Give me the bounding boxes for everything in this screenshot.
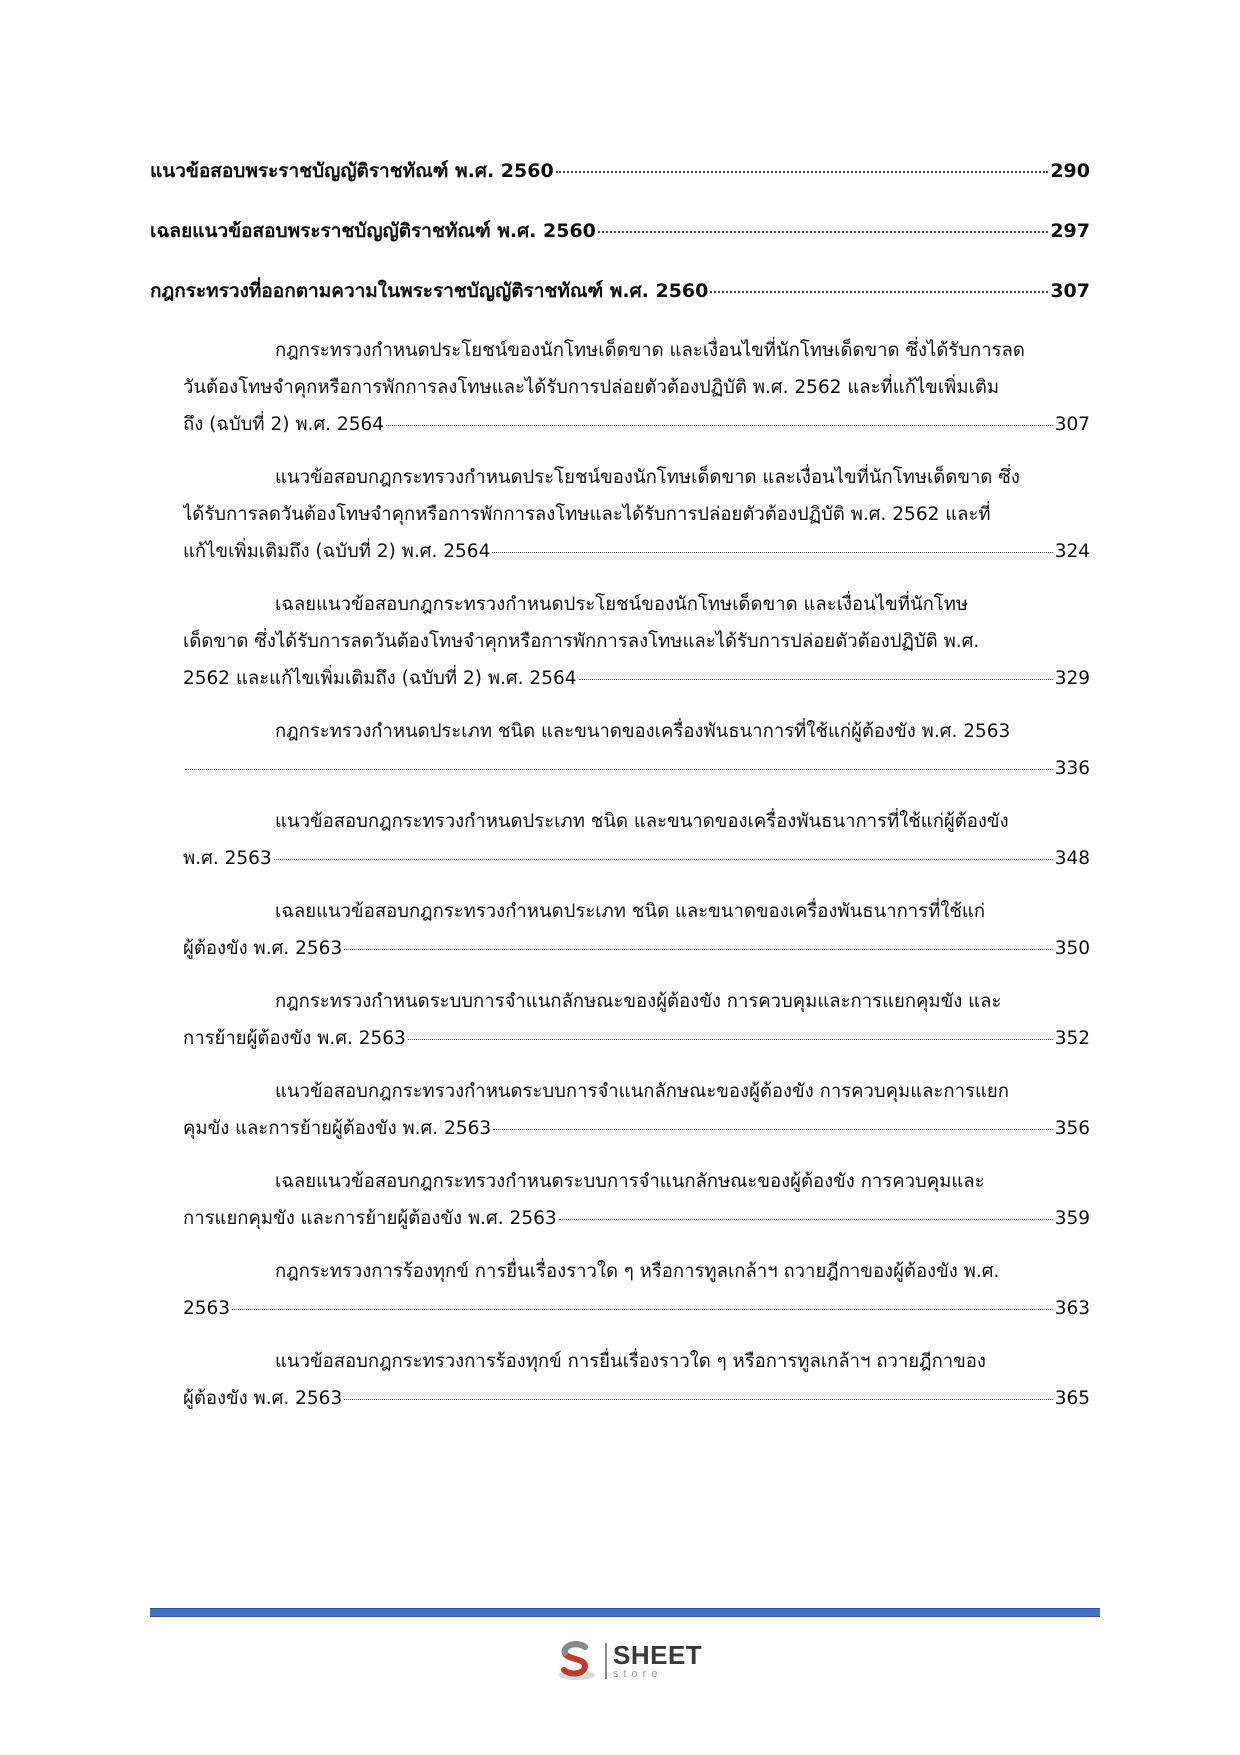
dot-leader (344, 1399, 1052, 1400)
toc-entry-text: แนวข้อสอบกฎกระทรวงกำหนดประโยชน์ของนักโทษเด็ดขาด และเงื่อนไขที่นักโทษเด็ดขาด ซึ่ง (275, 467, 1020, 488)
toc-entry[interactable] (150, 983, 1090, 1057)
toc-entry[interactable] (150, 803, 1090, 877)
toc-page-number: 350 (1054, 938, 1090, 959)
toc-entry-text: กฎกระทรวงกำหนดประเภท ชนิด และขนาดของเครื่องพันธนาการที่ใช้แก่ผู้ต้องขัง พ.ศ. 2563 (275, 721, 1011, 742)
toc-entry-text: คุมขัง และการย้ายผู้ต้องขัง พ.ศ. 2563 (183, 1118, 492, 1139)
toc-entry-text: การแยกคุมขัง และการย้ายผู้ต้องขัง พ.ศ. 2563 (183, 1208, 557, 1229)
toc-entry[interactable] (150, 212, 1090, 250)
toc-entry-text: เฉลยแนวข้อสอบกฎกระทรวงกำหนดระบบการจำแนกลักษณะของผู้ต้องขัง การควบคุมและ (275, 1171, 985, 1192)
toc-entry-text: กฎกระทรวงกำหนดระบบการจำแนกลักษณะของผู้ต้องขัง การควบคุมและการแยกคุมขัง และ (275, 991, 1002, 1012)
toc-entry[interactable] (150, 893, 1090, 967)
logo-wordmark: SHEET (613, 1640, 703, 1670)
toc-page-number: 363 (1054, 1298, 1090, 1319)
toc-page-number: 352 (1054, 1028, 1090, 1049)
toc-entry-text: วันต้องโทษจำคุกหรือการพักการลงโทษและได้รับการปล่อยตัวต้องปฏิบัติ พ.ศ. 2562 และที่แก้ไขเพิ่มเติม (183, 377, 1000, 398)
toc-entry-text: พ.ศ. 2563 (183, 848, 272, 869)
toc-page-number: 307 (1050, 280, 1090, 302)
toc-entry-text: 2563 (183, 1298, 231, 1319)
toc-entry-text: ผู้ต้องขัง พ.ศ. 2563 (183, 1388, 343, 1409)
dot-leader (710, 291, 1048, 293)
dot-leader (492, 552, 1052, 553)
toc-entry[interactable] (150, 1253, 1090, 1327)
dot-leader (232, 1309, 1053, 1310)
toc-entry-text: เด็ดขาด ซึ่งได้รับการลดวันต้องโทษจำคุกหรือการพักการลงโทษและได้รับการปล่อยตัวต้องปฏิบัติ พ.ศ. (183, 631, 980, 652)
toc-entry[interactable] (150, 713, 1090, 787)
dot-leader (386, 425, 1053, 426)
dot-leader (344, 949, 1052, 950)
toc-entry-text: ถึง (ฉบับที่ 2) พ.ศ. 2564 (183, 414, 385, 435)
dot-leader (579, 679, 1053, 680)
footer-divider (150, 1608, 1100, 1617)
toc-entry-text: แนวข้อสอบกฎกระทรวงกำหนดระบบการจำแนกลักษณะของผู้ต้องขัง การควบคุมและการแยก (275, 1081, 1009, 1102)
logo-separator (605, 1643, 607, 1679)
toc-entry-text: แนวข้อสอบพระราชบัญญัติราชทัณฑ์ พ.ศ. 2560 (150, 160, 554, 182)
toc-entry-text: 2562 และแก้ไขเพิ่มเติมถึง (ฉบับที่ 2) พ.ศ. 2564 (183, 668, 577, 689)
dot-leader (274, 859, 1053, 860)
toc-page-number: 356 (1054, 1118, 1090, 1139)
toc-page-number: 329 (1054, 668, 1090, 689)
toc-page-number: 324 (1054, 541, 1090, 562)
toc-entry-text: ผู้ต้องขัง พ.ศ. 2563 (183, 938, 343, 959)
toc-entry-text: การย้ายผู้ต้องขัง พ.ศ. 2563 (183, 1028, 406, 1049)
toc-entry-text: เฉลยแนวข้อสอบพระราชบัญญัติราชทัณฑ์ พ.ศ. 2560 (150, 220, 596, 242)
toc-page-number: 365 (1054, 1388, 1090, 1409)
toc-entry[interactable] (150, 1343, 1090, 1417)
toc-entry-text: แนวข้อสอบกฎกระทรวงการร้องทุกข์ การยื่นเรื่องราวใด ๆ หรือการทูลเกล้าฯ ถวายฎีกาของ (275, 1351, 986, 1372)
toc-entry-text: กฎกระทรวงการร้องทุกข์ การยื่นเรื่องราวใด ๆ หรือการทูลเกล้าฯ ถวายฎีกาของผู้ต้องขัง พ.ศ. (275, 1261, 1000, 1282)
toc-entry-text: ได้รับการลดวันต้องโทษจำคุกหรือการพักการลงโทษและได้รับการปล่อยตัวต้องปฏิบัติ พ.ศ. 2562 และที่ (183, 504, 991, 525)
toc-page-number: 307 (1054, 414, 1090, 435)
dot-leader (493, 1129, 1053, 1130)
toc-entry[interactable] (150, 332, 1090, 443)
logo-subtitle: store (613, 1668, 663, 1680)
toc-page-number: 359 (1054, 1208, 1090, 1229)
toc-entry-text: เฉลยแนวข้อสอบกฎกระทรวงกำหนดประเภท ชนิด และขนาดของเครื่องพันธนาการที่ใช้แก่ (275, 901, 986, 922)
toc-entry[interactable] (150, 152, 1090, 190)
toc-entry[interactable] (150, 586, 1090, 697)
toc-entry-text: แก้ไขเพิ่มเติมถึง (ฉบับที่ 2) พ.ศ. 2564 (183, 541, 491, 562)
toc-entry[interactable] (150, 459, 1090, 570)
toc-entry-text: กฎกระทรวงกำหนดประโยชน์ของนักโทษเด็ดขาด และเงื่อนไขที่นักโทษเด็ดขาด ซึ่งได้รับการลด (275, 340, 1025, 361)
table-of-contents (150, 152, 1090, 1433)
toc-page-number: 297 (1050, 220, 1090, 242)
toc-page-number: 348 (1054, 848, 1090, 869)
toc-entry-text: เฉลยแนวข้อสอบกฎกระทรวงกำหนดประโยชน์ของนักโทษเด็ดขาด และเงื่อนไขที่นักโทษ (275, 594, 969, 615)
toc-entry-text: แนวข้อสอบกฎกระทรวงกำหนดประเภท ชนิด และขนาดของเครื่องพันธนาการที่ใช้แก่ผู้ต้องขัง (275, 811, 1009, 832)
toc-entry[interactable] (150, 1073, 1090, 1147)
sheet-store-s-logo-icon (555, 1639, 599, 1683)
dot-leader (185, 769, 1053, 770)
toc-page-number: 336 (1054, 758, 1090, 779)
dot-leader (559, 1219, 1053, 1220)
toc-entry[interactable] (150, 272, 1090, 310)
dot-leader (598, 231, 1048, 233)
toc-entry[interactable] (150, 1163, 1090, 1237)
toc-entry-text: กฎกระทรวงที่ออกตามความในพระราชบัญญัติราชทัณฑ์ พ.ศ. 2560 (150, 280, 709, 302)
dot-leader (556, 171, 1049, 173)
sheet-store-logo (555, 1636, 725, 1686)
toc-page-number: 290 (1050, 160, 1090, 182)
dot-leader (408, 1039, 1053, 1040)
